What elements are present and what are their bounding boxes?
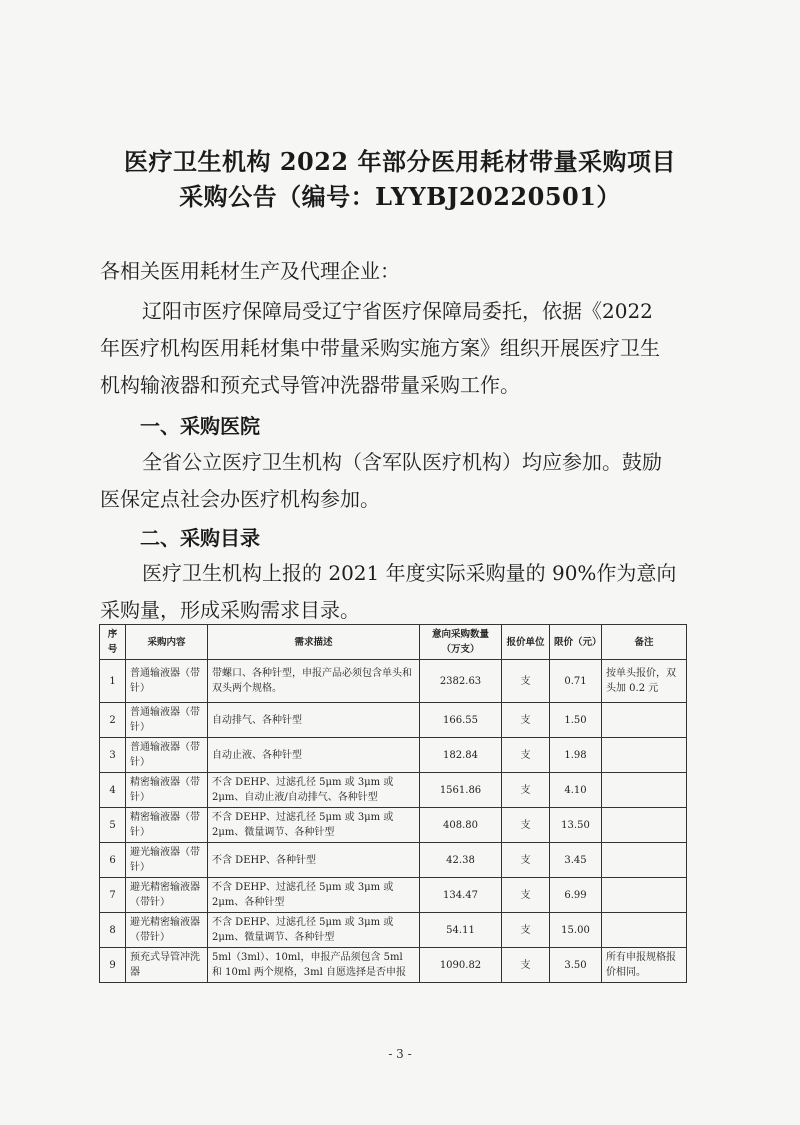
cell-limit: 6.99 bbox=[550, 878, 602, 913]
cell-no: 5 bbox=[100, 808, 126, 843]
table-row bbox=[100, 878, 687, 913]
cell-note: 按单头报价，双头加 0.2 元 bbox=[602, 660, 687, 703]
cell-no: 6 bbox=[100, 843, 126, 878]
procurement-table bbox=[99, 624, 687, 983]
table-row bbox=[100, 738, 687, 773]
cell-desc: 带螺口、各种针型，申报产品必须包含单头和双头两个规格。 bbox=[208, 660, 420, 703]
cell-content: 普通输液器（带针） bbox=[126, 738, 208, 773]
cell-note bbox=[602, 703, 687, 738]
cell-content: 普通输液器（带针） bbox=[126, 660, 208, 703]
section1-line-1: 全省公立医疗卫生机构（含军队医疗机构）均应参加。鼓励 bbox=[142, 450, 662, 474]
cell-limit: 1.98 bbox=[550, 738, 602, 773]
cell-note bbox=[602, 878, 687, 913]
section2-line-2: 采购量，形成采购需求目录。 bbox=[100, 598, 360, 622]
table-row bbox=[100, 808, 687, 843]
cell-qty: 408.80 bbox=[420, 808, 502, 843]
table-header-row bbox=[100, 625, 687, 660]
cell-unit: 支 bbox=[502, 773, 550, 808]
intro-line-1: 辽阳市医疗保障局受辽宁省医疗保障局委托，依据《2022 bbox=[142, 299, 653, 323]
cell-unit: 支 bbox=[502, 703, 550, 738]
cell-no: 2 bbox=[100, 703, 126, 738]
cell-note: 所有申报规格报价相同。 bbox=[602, 948, 687, 983]
header-qty: 意向采购数量（万支） bbox=[420, 625, 502, 660]
header-limit: 限价（元） bbox=[550, 625, 602, 660]
cell-no: 1 bbox=[100, 660, 126, 703]
cell-limit: 1.50 bbox=[550, 703, 602, 738]
header-content: 采购内容 bbox=[126, 625, 208, 660]
section2-line-1: 医疗卫生机构上报的 2021 年度实际采购量的 90%作为意向 bbox=[142, 561, 677, 585]
cell-desc: 自动排气、各种针型 bbox=[208, 703, 420, 738]
cell-qty: 1561.86 bbox=[420, 773, 502, 808]
cell-content: 预充式导管冲洗器 bbox=[126, 948, 208, 983]
salutation: 各相关医用耗材生产及代理企业： bbox=[100, 259, 400, 283]
cell-note bbox=[602, 738, 687, 773]
cell-desc: 不含 DEHP、各种针型 bbox=[208, 843, 420, 878]
cell-qty: 134.47 bbox=[420, 878, 502, 913]
document-title-line1: 医疗卫生机构 2022 年部分医用耗材带量采购项目 bbox=[123, 147, 676, 176]
cell-desc: 不含 DEHP、过滤孔径 5μm 或 3μm 或 2μm、自动止液/自动排气、各种针型 bbox=[208, 773, 420, 808]
page-number: - 3 - bbox=[388, 1047, 412, 1061]
cell-unit: 支 bbox=[502, 660, 550, 703]
table-row bbox=[100, 913, 687, 948]
intro-line-2: 年医疗机构医用耗材集中带量采购实施方案》组织开展医疗卫生 bbox=[100, 336, 660, 360]
cell-desc: 不含 DEHP、过滤孔径 5μm 或 3μm 或 2μm、微量调节、各种针型 bbox=[208, 808, 420, 843]
cell-qty: 1090.82 bbox=[420, 948, 502, 983]
cell-unit: 支 bbox=[502, 843, 550, 878]
cell-no: 8 bbox=[100, 913, 126, 948]
cell-note bbox=[602, 913, 687, 948]
cell-unit: 支 bbox=[502, 808, 550, 843]
cell-content: 避光精密输液器（带针） bbox=[126, 878, 208, 913]
cell-desc: 自动止液、各种针型 bbox=[208, 738, 420, 773]
cell-desc: 不含 DEHP、过滤孔径 5μm 或 3μm 或 2μm、各种针型 bbox=[208, 878, 420, 913]
table-row bbox=[100, 703, 687, 738]
cell-content: 避光输液器（带针） bbox=[126, 843, 208, 878]
cell-qty: 54.11 bbox=[420, 913, 502, 948]
header-no: 序号 bbox=[100, 625, 126, 660]
cell-unit: 支 bbox=[502, 913, 550, 948]
cell-unit: 支 bbox=[502, 738, 550, 773]
cell-qty: 166.55 bbox=[420, 703, 502, 738]
cell-unit: 支 bbox=[502, 878, 550, 913]
cell-content: 避光精密输液器（带针） bbox=[126, 913, 208, 948]
cell-desc: 不含 DEHP、过滤孔径 5μm 或 3μm 或 2μm、微量调节、各种针型 bbox=[208, 913, 420, 948]
cell-limit: 0.71 bbox=[550, 660, 602, 703]
cell-content: 精密输液器（带针） bbox=[126, 808, 208, 843]
table-row bbox=[100, 660, 687, 703]
header-unit: 报价单位 bbox=[502, 625, 550, 660]
cell-qty: 2382.63 bbox=[420, 660, 502, 703]
cell-no: 9 bbox=[100, 948, 126, 983]
cell-content: 普通输液器（带针） bbox=[126, 703, 208, 738]
table-row bbox=[100, 843, 687, 878]
header-note: 备注 bbox=[602, 625, 687, 660]
cell-limit: 3.50 bbox=[550, 948, 602, 983]
cell-no: 3 bbox=[100, 738, 126, 773]
cell-content: 精密输液器（带针） bbox=[126, 773, 208, 808]
section2-heading: 二、采购目录 bbox=[140, 526, 260, 550]
cell-note bbox=[602, 808, 687, 843]
intro-line-3: 机构输液器和预充式导管冲洗器带量采购工作。 bbox=[100, 373, 520, 397]
cell-no: 4 bbox=[100, 773, 126, 808]
cell-desc: 5ml（3ml）、10ml，申报产品须包含 5ml 和 10ml 两个规格，3ml 自愿选择是否申报 bbox=[208, 948, 420, 983]
cell-qty: 182.84 bbox=[420, 738, 502, 773]
cell-note bbox=[602, 843, 687, 878]
cell-limit: 15.00 bbox=[550, 913, 602, 948]
section1-line-2: 医保定点社会办医疗机构参加。 bbox=[100, 487, 380, 511]
table-row bbox=[100, 773, 687, 808]
cell-limit: 4.10 bbox=[550, 773, 602, 808]
cell-limit: 3.45 bbox=[550, 843, 602, 878]
header-desc: 需求描述 bbox=[208, 625, 420, 660]
cell-unit: 支 bbox=[502, 948, 550, 983]
table-row bbox=[100, 948, 687, 983]
cell-limit: 13.50 bbox=[550, 808, 602, 843]
cell-note bbox=[602, 773, 687, 808]
cell-no: 7 bbox=[100, 878, 126, 913]
cell-qty: 42.38 bbox=[420, 843, 502, 878]
document-title-line2: 采购公告（编号：LYYBJ20220501） bbox=[179, 182, 621, 211]
section1-heading: 一、采购医院 bbox=[140, 414, 260, 438]
